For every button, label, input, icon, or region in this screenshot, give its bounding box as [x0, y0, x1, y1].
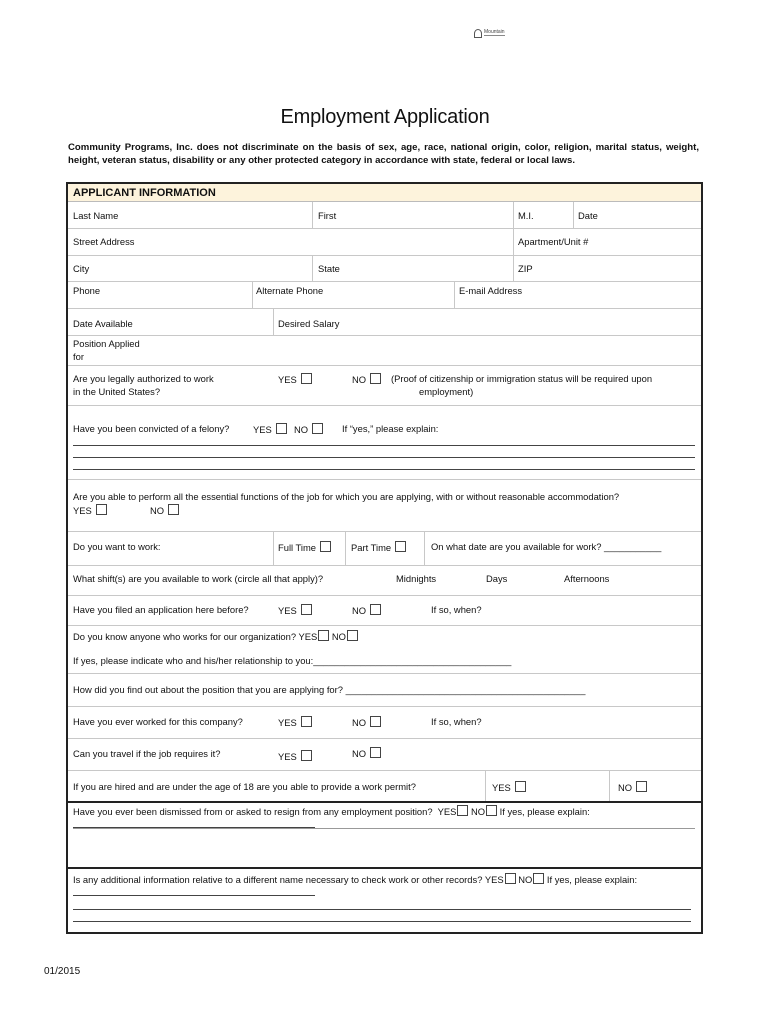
additional-name-question: Is any additional information relative to a different name necessary to check work or other records? YES NO If yes, please explain:: [73, 874, 638, 885]
revision-date: 01/2015: [44, 966, 81, 977]
felony-no-option[interactable]: NO: [294, 423, 323, 436]
worked-when-label: If so, when?: [431, 716, 482, 727]
felony-explain-label: If “yes,” please explain:: [342, 423, 439, 434]
permit-no-option[interactable]: NO: [618, 781, 647, 794]
travel-question: Can you travel if the job requires it?: [73, 748, 221, 759]
available-date-field[interactable]: On what date are you available for work? ___________: [431, 541, 662, 552]
row-divider: [68, 706, 701, 707]
page-title: Employment Application: [280, 106, 490, 128]
apartment-unit-label: Apartment/Unit #: [518, 236, 589, 247]
filed-before-question: Have you filed an application here before?: [73, 604, 249, 615]
full-time-option[interactable]: Full Time: [278, 541, 331, 554]
proof-note-cont: employment): [419, 386, 474, 397]
dismissed-yes-checkbox[interactable]: [457, 805, 468, 816]
alternate-phone-label: Alternate Phone: [256, 285, 324, 296]
company-logo: [474, 28, 508, 38]
shift-afternoons[interactable]: Afternoons: [564, 573, 610, 584]
additional-yes-checkbox[interactable]: [505, 873, 516, 884]
full-time-checkbox[interactable]: [320, 541, 331, 552]
position-applied-label-cont: for: [73, 351, 84, 362]
additional-explain-line[interactable]: [73, 921, 691, 922]
position-applied-label: Position Applied: [73, 338, 140, 349]
application-form: [66, 182, 703, 934]
permit-yes-option[interactable]: YES: [492, 781, 526, 794]
row-divider: [68, 625, 701, 626]
filed-yes-option[interactable]: YES: [278, 604, 312, 617]
row-divider: [68, 405, 701, 406]
filed-when-label: If so, when?: [431, 604, 482, 615]
worked-yes-option[interactable]: YES: [278, 716, 312, 729]
know-anyone-yes-checkbox[interactable]: [318, 630, 329, 641]
row-divider: [68, 770, 701, 771]
shift-midnights[interactable]: Midnights: [396, 573, 437, 584]
felony-explain-line[interactable]: [73, 469, 695, 470]
filed-yes-checkbox[interactable]: [301, 604, 312, 615]
find-out-field[interactable]: How did you find out about the position that you are applying for? ______________________________________________: [73, 684, 586, 695]
row-divider: [68, 738, 701, 739]
felony-no-checkbox[interactable]: [312, 423, 323, 434]
part-time-checkbox[interactable]: [395, 541, 406, 552]
row-divider: [68, 531, 701, 532]
zip-label: ZIP: [518, 263, 533, 274]
mi-label: M.I.: [518, 210, 534, 221]
felony-yes-checkbox[interactable]: [276, 423, 287, 434]
row-divider: [68, 308, 701, 309]
travel-yes-option[interactable]: YES: [278, 750, 312, 763]
city-label: City: [73, 263, 90, 274]
proof-note: (Proof of citizenship or immigration status will be required upon: [391, 373, 653, 384]
section-divider: [68, 867, 701, 869]
felony-question: Have you been convicted of a felony?: [73, 423, 230, 434]
row-divider: [68, 281, 701, 282]
last-name-label: Last Name: [73, 210, 119, 221]
row-divider: [68, 673, 701, 674]
authorized-no-checkbox[interactable]: [370, 373, 381, 384]
dismissed-no-checkbox[interactable]: [486, 805, 497, 816]
first-name-label: First: [318, 210, 337, 221]
additional-no-checkbox[interactable]: [533, 873, 544, 884]
filed-no-option[interactable]: NO: [352, 604, 381, 617]
essential-functions-question: Are you able to perform all the essential functions of the job for which you are applying, with or without reasonable accommodation?: [73, 491, 620, 502]
filed-no-checkbox[interactable]: [370, 604, 381, 615]
worked-no-option[interactable]: NO: [352, 716, 381, 729]
date-available-label: Date Available: [73, 318, 133, 329]
worked-yes-checkbox[interactable]: [301, 716, 312, 727]
essential-no-checkbox[interactable]: [168, 504, 179, 515]
section-divider: [68, 801, 701, 803]
part-time-option[interactable]: Part Time: [351, 541, 406, 554]
row-divider: [68, 255, 701, 256]
authorized-no-option[interactable]: NO: [352, 373, 381, 386]
felony-yes-option[interactable]: YES: [253, 423, 287, 436]
additional-explain-line[interactable]: [73, 895, 315, 896]
travel-yes-checkbox[interactable]: [301, 750, 312, 761]
date-label: Date: [578, 210, 598, 221]
authorized-yes-option[interactable]: YES: [278, 373, 312, 386]
street-address-label: Street Address: [73, 236, 135, 247]
shifts-question: What shift(s) are you available to work (circle all that apply)?: [73, 573, 324, 584]
essential-no-option[interactable]: NO: [150, 504, 179, 517]
essential-yes-option[interactable]: YES: [73, 504, 107, 517]
know-anyone-no-checkbox[interactable]: [347, 630, 358, 641]
state-label: State: [318, 263, 340, 274]
logo-mark-icon: [474, 29, 482, 38]
dismissed-question: Have you ever been dismissed from or asked to resign from any employment position? YES NO If yes, please explain:: [73, 806, 590, 817]
desired-salary-label: Desired Salary: [278, 318, 340, 329]
nondiscrimination-statement: Community Programs, Inc. does not discriminate on the basis of sex, age, race, national origin, color, religion, marital status, weight, height, veteran status, disability or any other protected category in accordance with state, federal or local laws.: [68, 142, 699, 166]
row-divider: [68, 365, 701, 366]
shift-days[interactable]: Days: [486, 573, 508, 584]
row-divider: [68, 228, 701, 229]
want-to-work-question: Do you want to work:: [73, 541, 161, 552]
know-anyone-question: Do you know anyone who works for our organization? YES NO: [73, 630, 358, 643]
travel-no-option[interactable]: NO: [352, 747, 381, 760]
work-permit-question: If you are hired and are under the age of 18 are you able to provide a work permit?: [73, 781, 416, 792]
row-divider: [68, 565, 701, 566]
permit-yes-checkbox[interactable]: [515, 781, 526, 792]
authorized-question: Are you legally authorized to work: [73, 373, 214, 384]
authorized-yes-checkbox[interactable]: [301, 373, 312, 384]
dismissed-explain-line[interactable]: [73, 828, 695, 829]
email-label: E-mail Address: [459, 285, 523, 296]
additional-explain-line[interactable]: [73, 909, 691, 910]
travel-no-checkbox[interactable]: [370, 747, 381, 758]
worked-here-question: Have you ever worked for this company?: [73, 716, 243, 727]
logo-text: Mountain: [484, 29, 505, 35]
permit-no-checkbox[interactable]: [636, 781, 647, 792]
relationship-field[interactable]: If yes, please indicate who and his/her relationship to you:______________________________________: [73, 655, 512, 666]
authorized-question-cont: in the United States?: [73, 386, 161, 397]
felony-explain-line[interactable]: [73, 457, 695, 458]
essential-yes-checkbox[interactable]: [96, 504, 107, 515]
worked-no-checkbox[interactable]: [370, 716, 381, 727]
felony-explain-line[interactable]: [73, 445, 695, 446]
phone-label: Phone: [73, 285, 101, 296]
row-divider: [68, 335, 701, 336]
row-divider: [68, 479, 701, 480]
section-heading: APPLICANT INFORMATION: [68, 184, 701, 202]
row-divider: [68, 595, 701, 596]
